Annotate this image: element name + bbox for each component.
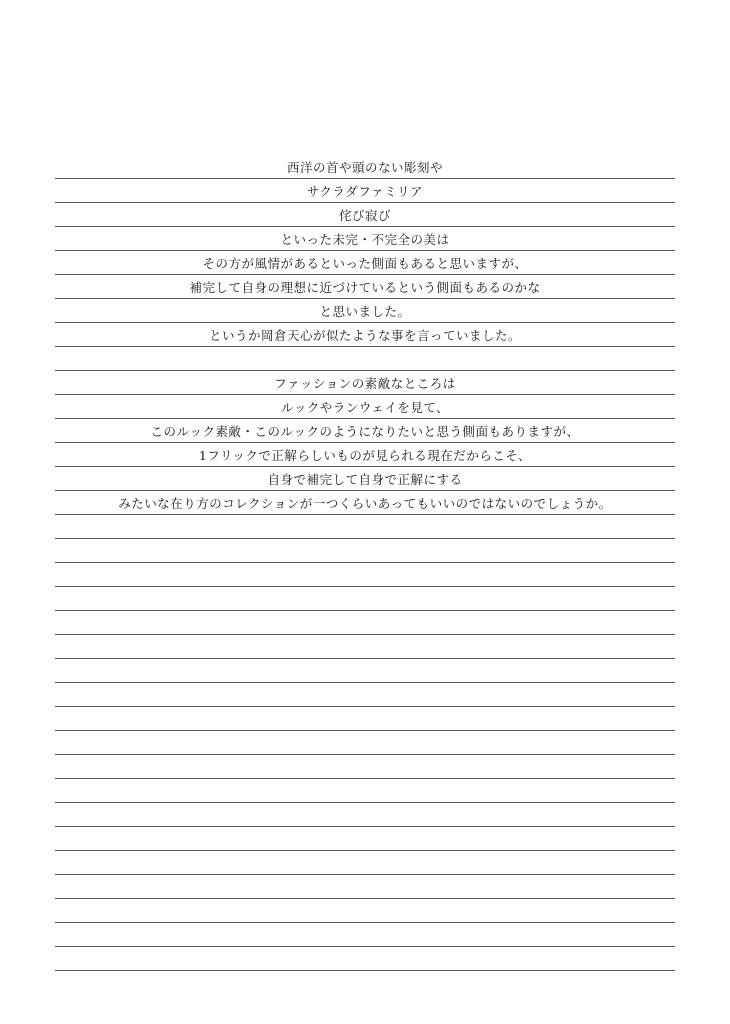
ruled-line: その方が風情があるといった側面もあると思いますが、	[55, 251, 675, 275]
ruled-line	[55, 611, 675, 635]
ruled-line: といった未完・不完全の美は	[55, 227, 675, 251]
ruled-line	[55, 563, 675, 587]
ruled-line: ルックやランウェイを見て、	[55, 395, 675, 419]
ruled-line: 侘び寂び	[55, 203, 675, 227]
ruled-line	[55, 539, 675, 563]
ruled-line	[55, 587, 675, 611]
ruled-line: ファッションの素敵なところは	[55, 371, 675, 395]
ruled-line	[55, 755, 675, 779]
ruled-line	[55, 347, 675, 371]
ruled-line	[55, 707, 675, 731]
ruled-line: 補完して自身の理想に近づけているという側面もあるのかな	[55, 275, 675, 299]
ruled-line: 自身で補完して自身で正解にする	[55, 467, 675, 491]
ruled-line	[55, 635, 675, 659]
ruled-line	[55, 875, 675, 899]
ruled-line	[55, 827, 675, 851]
ruled-line	[55, 923, 675, 947]
ruled-line: と思いました。	[55, 299, 675, 323]
ruled-line	[55, 731, 675, 755]
ruled-line	[55, 515, 675, 539]
ruled-line: 西洋の首や頭のない彫刻や	[55, 155, 675, 179]
ruled-line: このルック素敵・このルックのようになりたいと思う側面もありますが、	[55, 419, 675, 443]
ruled-line	[55, 899, 675, 923]
ruled-line	[55, 779, 675, 803]
ruled-line	[55, 683, 675, 707]
ruled-line	[55, 947, 675, 971]
ruled-lines	[55, 155, 675, 971]
ruled-line: というか岡倉天心が似たような事を言っていました。	[55, 323, 675, 347]
ruled-line	[55, 803, 675, 827]
ruled-line	[55, 659, 675, 683]
ruled-line: 1フリックで正解らしいものが見られる現在だからこそ、	[55, 443, 675, 467]
ruled-line	[55, 851, 675, 875]
ruled-line: みたいな在り方のコレクションが一つくらいあってもいいのではないのでしょうか。	[55, 491, 675, 515]
ruled-line: サクラダファミリア	[55, 179, 675, 203]
